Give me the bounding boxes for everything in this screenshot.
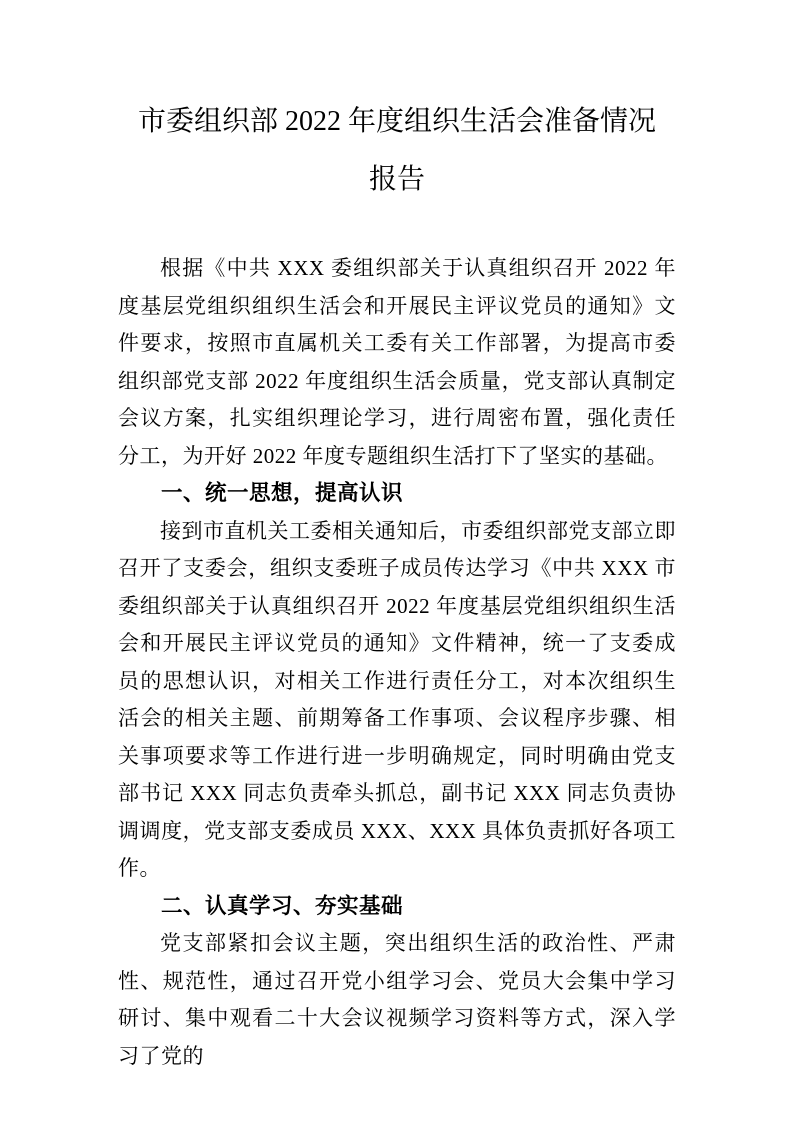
section-2-paragraph: 党支部紧扣会议主题，突出组织生活的政治性、严肃性、规范性，通过召开党小组学习会、党员大会集中学习研讨、集中观看二十大会议视频学习资料等方式，深入学习了党的: [118, 931, 676, 1068]
section-heading-2: 二、认真学习、夯实基础: [161, 893, 404, 918]
section-1-paragraph: 接到市直机关工委相关通知后，市委组织部党支部立即召开了支委会，组织支委班子成员传达学习《中共 XXX 市委组织部关于认真组织召开 2022 年度基层党组织组织生活会和开展民主评议党员的通知》文件精神，统一了支委成员的思想认识，对相关工作进行责任分工，对本次组织生活会的相关主题、前期筹备工作事项、会议程序步骤、相关事项要求等工作进行进一步明确规定，同时明确由党支部书记 XXX 同志负责牵头抓总，副书记 XXX 同志负责协调调度，党支部支委成员 XXX、XXX 具体负责抓好各项工作。: [118, 518, 676, 880]
document-title-line-1: 市委组织部 2022 年度组织生活会准备情况: [137, 106, 656, 137]
section-heading-1: 一、统一思想，提高认识: [161, 481, 404, 505]
document-title: [118, 93, 676, 209]
document-title-line-2: 报告: [368, 164, 425, 195]
intro-paragraph: 根据《中共 XXX 委组织部关于认真组织召开 2022 年度基层党组织组织生活会和开展民主评议党员的通知》文件要求，按照市直属机关工委有关工作部署，为提高市委组织部党支部 2022 年度组织生活会质量，党支部认真制定会议方案，扎实组织理论学习，进行周密布置，强化责任分工，为开好 2022 年度专题组织生活打下了坚实的基础。: [118, 256, 676, 468]
